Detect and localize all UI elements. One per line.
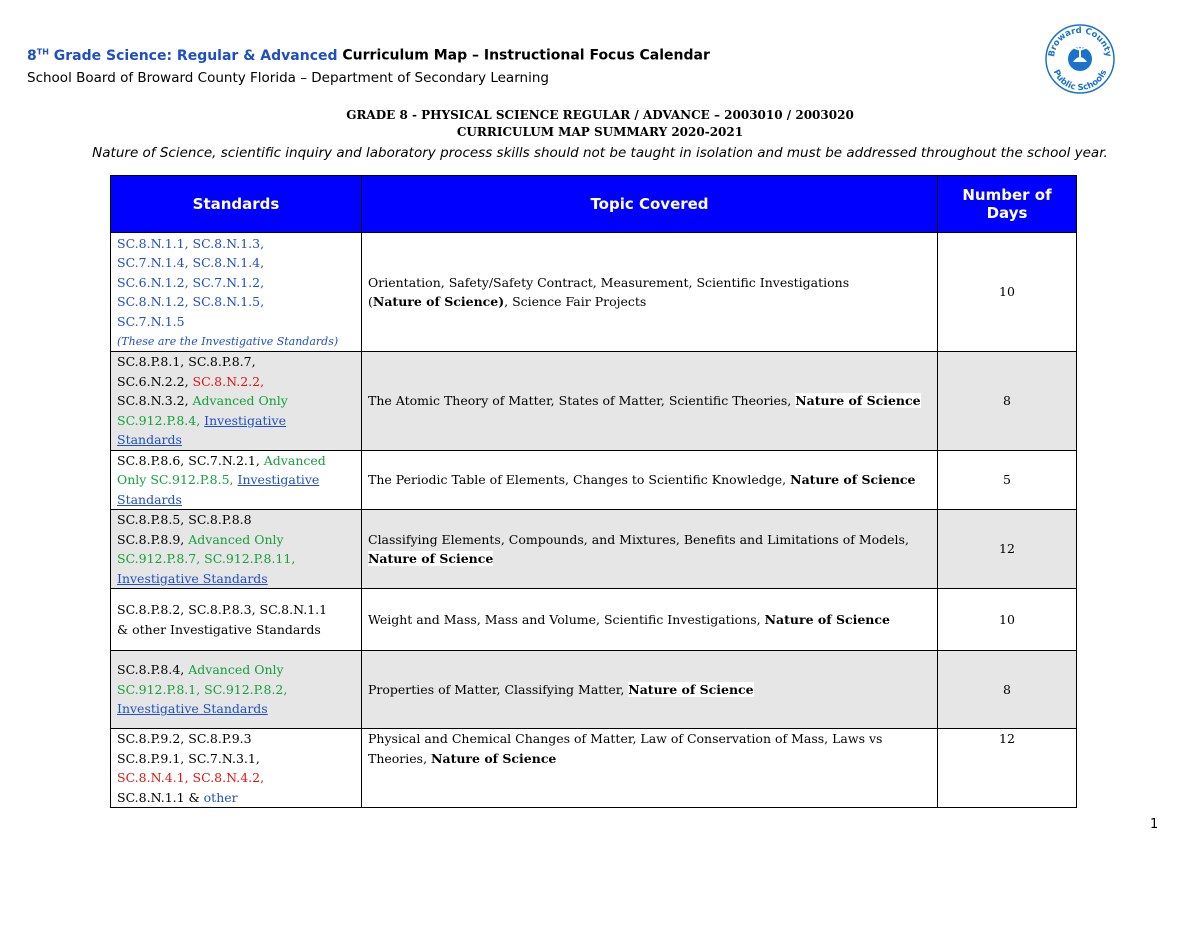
table-row bbox=[111, 589, 1077, 651]
investigative-standards-link[interactable]: Investigative Standards bbox=[117, 701, 268, 717]
days-cell: 5 bbox=[938, 450, 1077, 510]
standards-cell: SC.8.P.8.1, SC.8.P.8.7, SC.6.N.2.2, SC.8.N.2.2, SC.8.N.3.2, Advanced Only SC.912.P.8.4, Investigative Standards bbox=[111, 352, 362, 451]
table-row bbox=[111, 450, 1077, 510]
days-cell: 10 bbox=[938, 233, 1077, 352]
table-row bbox=[111, 233, 1077, 352]
standards-cell: SC.8.P.8.6, SC.7.N.2.1, Advanced Only SC.912.P.8.5, Investigative Standards bbox=[111, 450, 362, 510]
document-title: 8TH Grade Science: Regular & Advanced Curriculum Map – Instructional Focus Calendar bbox=[27, 47, 710, 64]
topic-cell: Weight and Mass, Mass and Volume, Scientific Investigations, Nature of Science bbox=[362, 589, 938, 651]
curriculum-table bbox=[110, 175, 1077, 808]
svg-text:Public Schools: Public Schools bbox=[1050, 68, 1110, 94]
summary-heading: CURRICULUM MAP SUMMARY 2020-2021 bbox=[456, 125, 744, 139]
standards-cell: SC.8.P.8.4, Advanced Only SC.912.P.8.1, SC.912.P.8.2, Investigative Standards bbox=[111, 651, 362, 729]
days-cell: 8 bbox=[938, 352, 1077, 451]
investigative-standards-link[interactable]: Investigative bbox=[204, 412, 286, 428]
page-number: 1 bbox=[1150, 817, 1159, 832]
topic-cell: Orientation, Safety/Safety Contract, Measurement, Scientific Investigations (Nature of Science), Science Fair Projects bbox=[362, 233, 938, 352]
table-row bbox=[111, 510, 1077, 589]
table-row bbox=[111, 352, 1077, 451]
standards-header: Standards bbox=[111, 176, 362, 233]
days-header: Number of Days bbox=[938, 176, 1077, 233]
investigative-standards-link[interactable]: Standards bbox=[117, 432, 182, 447]
days-cell: 10 bbox=[938, 589, 1077, 651]
standards-cell: SC.8.P.9.2, SC.8.P.9.3 SC.8.P.9.1, SC.7.N.3.1, SC.8.N.4.1, SC.8.N.4.2, SC.8.N.1.1 & other bbox=[111, 729, 362, 808]
topic-cell: The Periodic Table of Elements, Changes to Scientific Knowledge, Nature of Science bbox=[362, 450, 938, 510]
nature-of-science-note: Nature of Science, scientific inquiry and laboratory process skills should not be taught in isolation and must be addressed throughout the school year. bbox=[92, 145, 1108, 161]
svg-text:Broward County: Broward County bbox=[1046, 25, 1113, 58]
standards-cell: SC.8.P.8.5, SC.8.P.8.8 SC.8.P.8.9, Advanced Only SC.912.P.8.7, SC.912.P.8.11, Investigative Standards bbox=[111, 510, 362, 589]
days-cell: 12 bbox=[938, 510, 1077, 589]
days-cell: 12 bbox=[938, 729, 1077, 808]
table-row bbox=[111, 651, 1077, 729]
table-row bbox=[111, 729, 1077, 808]
table-header-row bbox=[111, 176, 1077, 233]
topic-cell: Properties of Matter, Classifying Matter, Nature of Science bbox=[362, 651, 938, 729]
investigative-standards-link[interactable]: Standards bbox=[117, 491, 182, 507]
standards-cell: SC.8.N.1.1, SC.8.N.1.3, SC.7.N.1.4, SC.8.N.1.4, SC.6.N.1.2, SC.7.N.1.2, SC.8.N.1.2, SC.8.N.1.5, SC.7.N.1.5 (These are the Investigative Standards) bbox=[111, 233, 362, 352]
standards-cell: SC.8.P.8.2, SC.8.P.8.3, SC.8.N.1.1 & other Investigative Standards bbox=[111, 589, 362, 651]
document-subtitle: School Board of Broward County Florida – Department of Secondary Learning bbox=[27, 70, 549, 86]
course-heading: GRADE 8 - PHYSICAL SCIENCE REGULAR / ADVANCE – 2003010 / 2003020 bbox=[346, 108, 854, 122]
broward-logo bbox=[1043, 22, 1117, 96]
days-cell: 8 bbox=[938, 651, 1077, 729]
topic-cell: Physical and Chemical Changes of Matter, Law of Conservation of Mass, Laws vs Theories, Nature of Science bbox=[362, 729, 938, 808]
topic-cell: Classifying Elements, Compounds, and Mixtures, Benefits and Limitations of Models, Nature of Science bbox=[362, 510, 938, 589]
topic-header: Topic Covered bbox=[362, 176, 938, 233]
investigative-standards-link[interactable]: Investigative bbox=[237, 472, 320, 487]
investigative-standards-link[interactable]: Investigative Standards bbox=[117, 570, 268, 586]
topic-cell: The Atomic Theory of Matter, States of Matter, Scientific Theories, Nature of Science bbox=[362, 352, 938, 451]
